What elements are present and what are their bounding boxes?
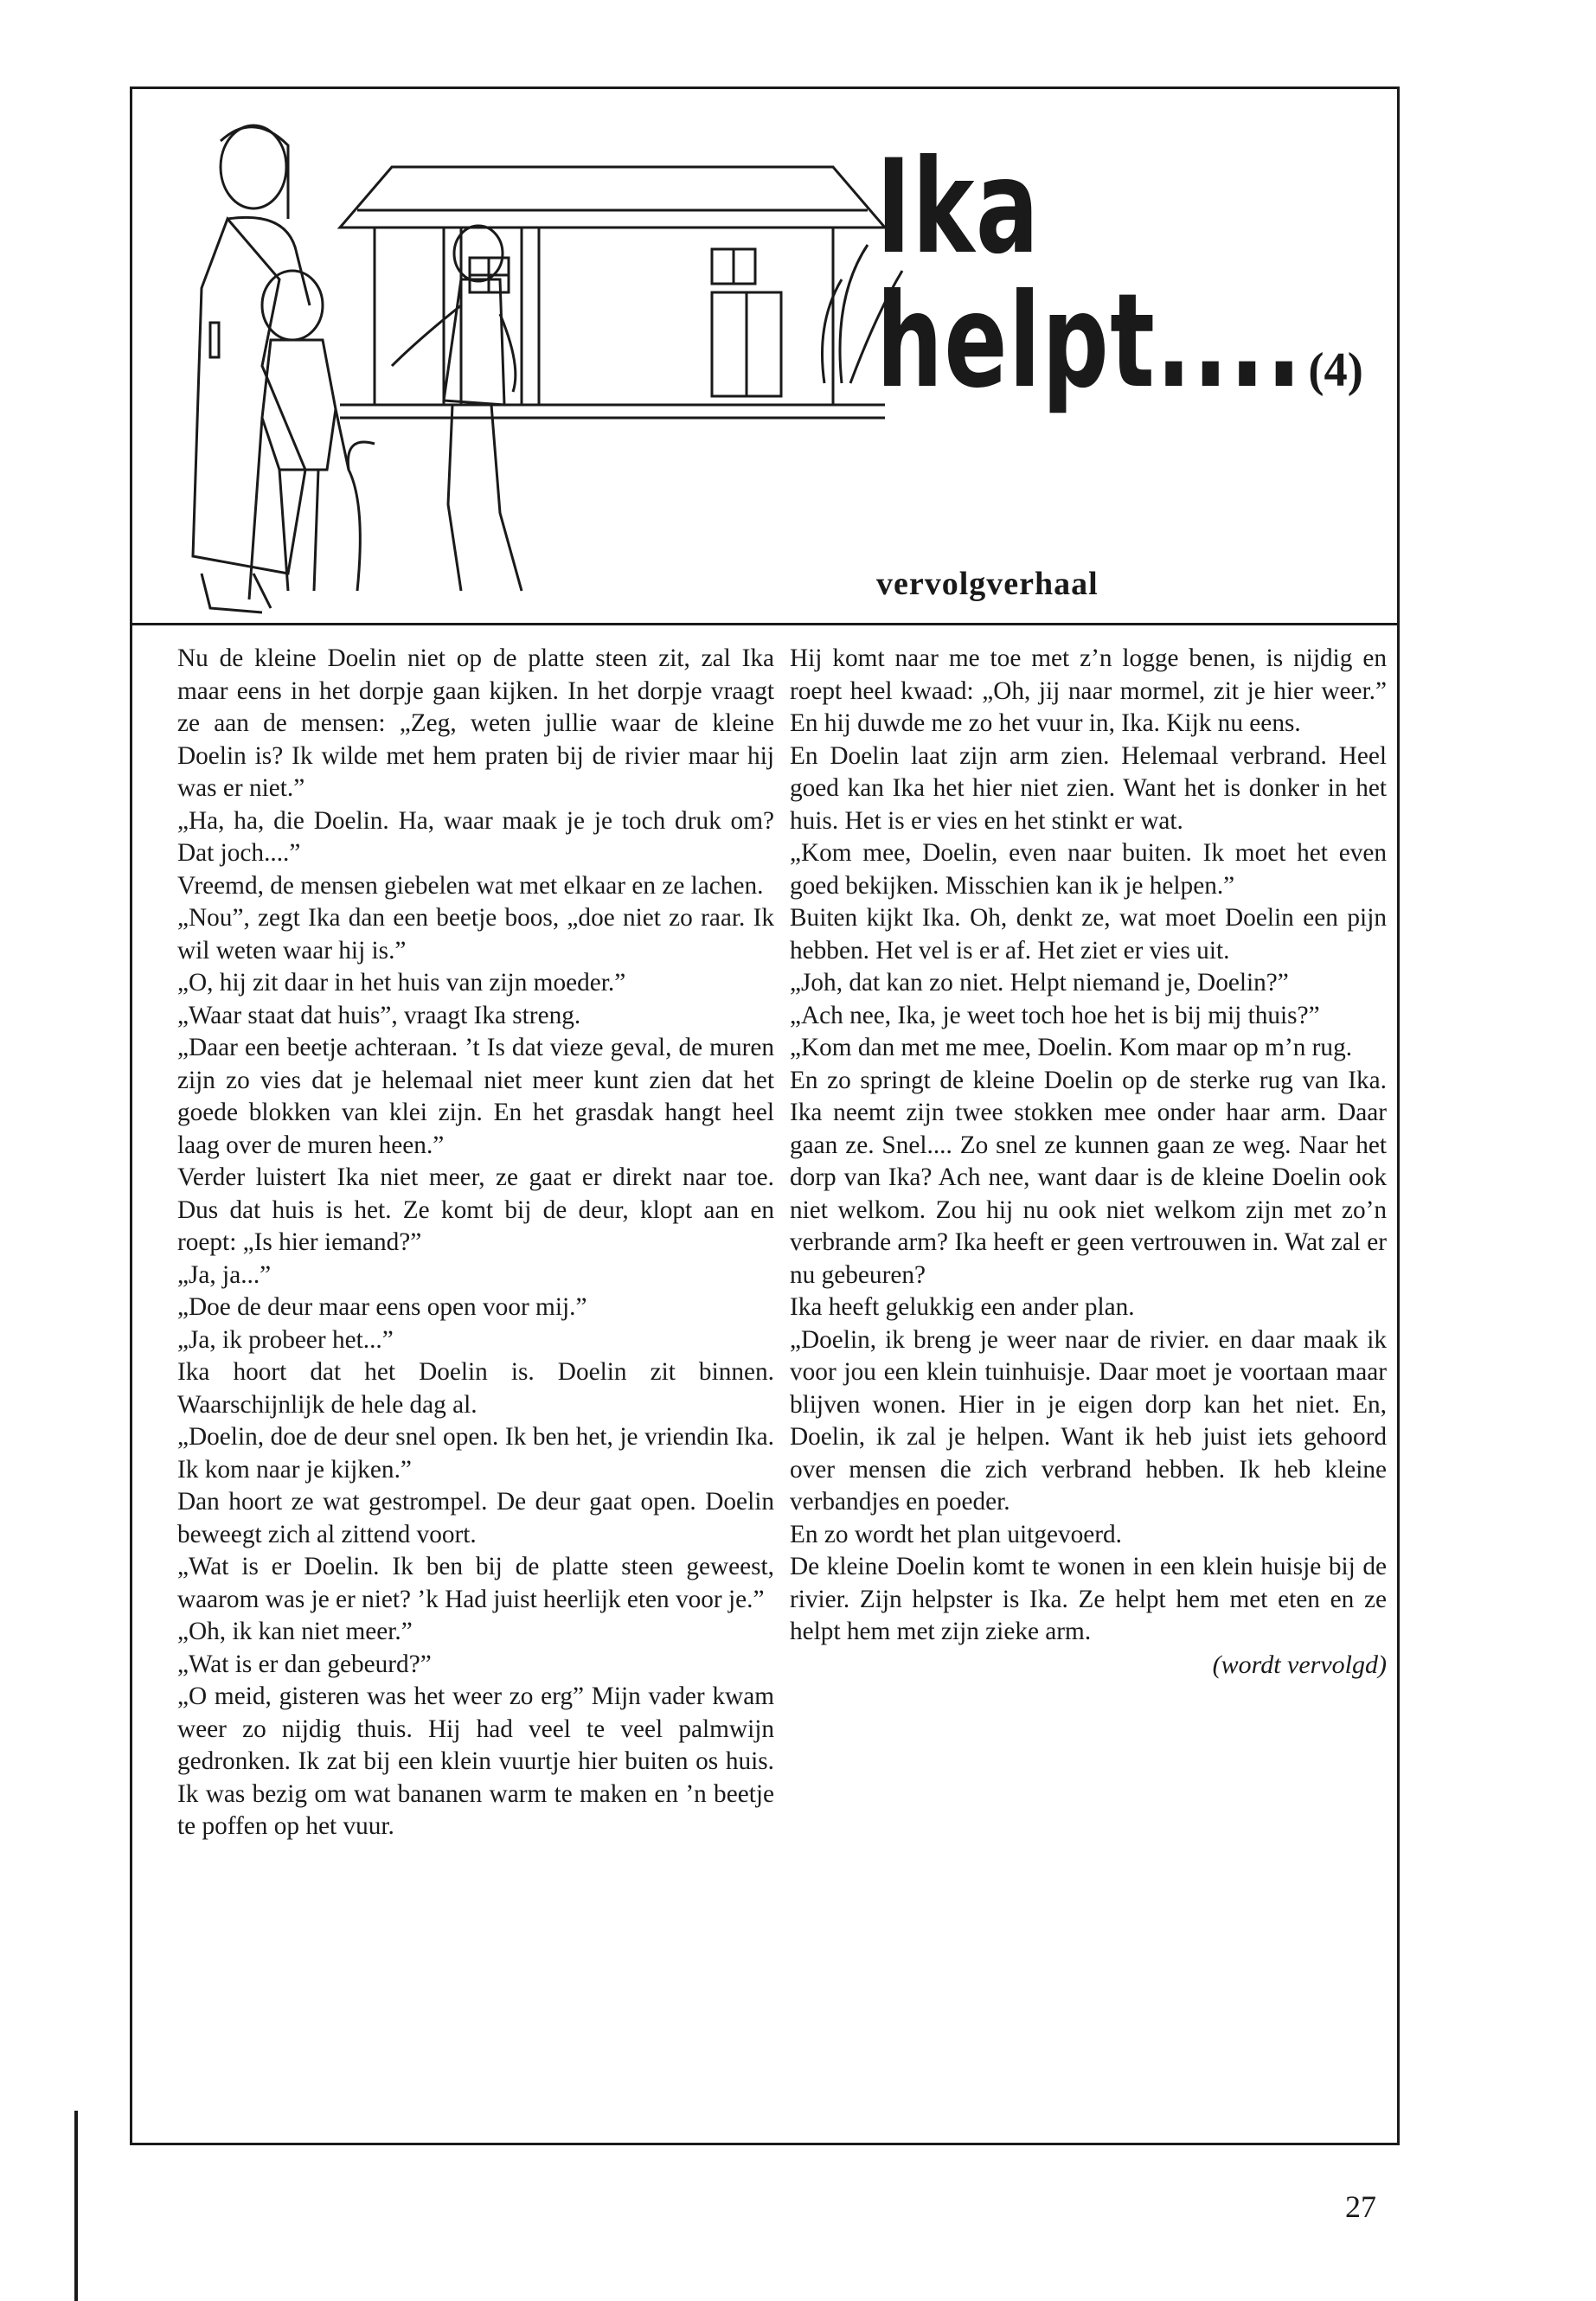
paragraph: „Daar een beetje achteraan. ’t Is dat vieze geval, de muren zijn zo vies dat je helemaal niet meer kunt zien dat het goede blokken van klei zijn. En het grasdak hangt heel laag over de muren heen.” bbox=[177, 1034, 774, 1159]
paragraph: „Ja, ik probeer het...” bbox=[177, 1325, 394, 1354]
paragraph: „Ha, ha, die Doelin. Ha, waar maak je je toch druk om? Dat joch....” bbox=[177, 806, 774, 867]
story-frame bbox=[130, 87, 1400, 2145]
paragraph: Nu de kleine Doelin niet op de platte steen zit, zal Ika maar eens in het dorpje gaan kijken. In het dorpje vraagt ze aan de mensen: „Zeg, weten jullie waar de kleine Doelin is? Ik wilde met hem praten bij de rivier maar hij was er niet.” bbox=[177, 644, 774, 802]
paragraph: Ika heeft gelukkig een ander plan. bbox=[790, 1293, 1135, 1321]
episode-number: (4) bbox=[1308, 343, 1363, 397]
paragraph: „Doe de deur maar eens open voor mij.” bbox=[177, 1293, 587, 1321]
paragraph: „Kom mee, Doelin, even naar buiten. Ik moet het even goed bekijken. Misschien kan ik je helpen.” bbox=[790, 839, 1387, 900]
paragraph: „Ach nee, Ika, je weet toch hoe het is bij mij thuis?” bbox=[790, 1001, 1320, 1029]
paragraph: En Doelin laat zijn arm zien. Helemaal verbrand. Heel goed kan Ika het hier niet zien. Want het is donker in het huis. Het is er vies en het stinkt er wat. bbox=[790, 741, 1387, 835]
title-line-1: Ika bbox=[876, 132, 1041, 283]
paragraph: „O, hij zit daar in het huis van zijn moeder.” bbox=[177, 969, 626, 997]
title-word-helpt: helpt.... bbox=[876, 266, 1304, 417]
woman-children-house-illustration bbox=[158, 106, 954, 617]
paragraph: „Joh, dat kan zo niet. Helpt niemand je, Doelin?” bbox=[790, 969, 1289, 997]
title-line-2 bbox=[876, 266, 1363, 438]
paragraph: Vreemd, de mensen giebelen wat met elkaar en ze lachen. bbox=[177, 871, 764, 900]
paragraph: Dan hoort ze wat gestrompel. De deur gaat open. Doelin beweegt zich al zittend voort. bbox=[177, 1488, 774, 1548]
story-subtitle: vervolgverhaal bbox=[876, 566, 1099, 602]
paragraph: „Doelin, ik breng je weer naar de rivier. en daar maak ik voor jou een klein tuinhuisje. Daar moet je voortaan maar blijven wonen. Hier in je eigen dorp kan het niet. En, Doelin, ik zal je helpen. Want ik heb juist iets gehoord over mensen die zich verbrand hebben. Ik heb kleine verbandjes en poeder. bbox=[790, 1325, 1387, 1516]
paragraph: Hij komt naar me toe met z’n logge benen, is nijdig en roept heel kwaad: „Oh, jij naar mormel, zit je hier weer.” En hij duwde me zo het vuur in, Ika. Kijk nu eens. bbox=[790, 644, 1387, 737]
paragraph: „Ja, ja...” bbox=[177, 1260, 272, 1289]
paragraph: „Wat is er dan gebeurd?” bbox=[177, 1650, 432, 1678]
paragraph: En zo springt de kleine Doelin op de sterke rug van Ika. Ika neemt zijn twee stokken mee onder haar arm. Daar gaan ze. Snel.... Zo snel ze kunnen gaan ze weg. Naar het dorp van Ika? Ach nee, want daar is de kleine Doelin ook niet welkom. Zou hij nu ook niet welkom zijn met zo’n verbrande arm? Ika heeft er geen vertrouwen in. Wat zal er nu gebeuren? bbox=[790, 1066, 1387, 1289]
text-column-left bbox=[177, 643, 774, 1843]
to-be-continued-note: (wordt vervolgd) bbox=[1212, 1650, 1387, 1679]
text-column-right bbox=[790, 643, 1387, 1681]
paragraph: „Wat is er Doelin. Ik ben bij de platte steen geweest, waarom was je er niet? ’k Had juist heerlijk eten voor je.” bbox=[177, 1553, 774, 1613]
paragraph: „Doelin, doe de deur snel open. Ik ben het, je vriendin Ika. Ik kom naar je kijken.” bbox=[177, 1423, 774, 1484]
paragraph: De kleine Doelin komt te wonen in een klein huisje bij de rivier. Zijn helpster is Ika. Ze helpt hem met eten en ze helpt hem met zijn zieke arm. bbox=[790, 1553, 1387, 1645]
paragraph: „Kom dan met me mee, Doelin. Kom maar op m’n rug. bbox=[790, 1034, 1353, 1061]
story-header bbox=[132, 89, 1397, 625]
paragraph: Ika hoort dat het Doelin is. Doelin zit binnen. Waarschijnlijk de hele dag al. bbox=[177, 1358, 774, 1419]
margin-rule bbox=[74, 2111, 78, 2301]
paragraph: „O meid, gisteren was het weer zo erg” Mijn vader kwam weer zo nijdig thuis. Hij had veel te veel palmwijn gedronken. Ik zat bij een klein vuurtje hier buiten os huis. Ik was bezig om wat bananen warm te maken en ’n beetje te poffen op het vuur. bbox=[177, 1682, 774, 1840]
paragraph: „Waar staat dat huis”, vraagt Ika streng. bbox=[177, 1001, 581, 1029]
story-title bbox=[876, 132, 1363, 438]
paragraph: „Nou”, zegt Ika dan een beetje boos, „doe niet zo raar. Ik wil weten waar hij is.” bbox=[177, 904, 774, 965]
paragraph: En zo wordt het plan uitgevoerd. bbox=[790, 1520, 1123, 1548]
paragraph: „Oh, ik kan niet meer.” bbox=[177, 1618, 413, 1645]
paragraph: Verder luistert Ika niet meer, ze gaat er direkt naar toe. Dus dat huis is het. Ze komt bij de deur, klopt aan en roept: „Is hier iemand?” bbox=[177, 1163, 774, 1256]
page-number: 27 bbox=[1345, 2189, 1376, 2224]
paragraph: Buiten kijkt Ika. Oh, denkt ze, wat moet Doelin een pijn hebben. Het vel is er af. Het ziet er vies uit. bbox=[790, 904, 1387, 965]
